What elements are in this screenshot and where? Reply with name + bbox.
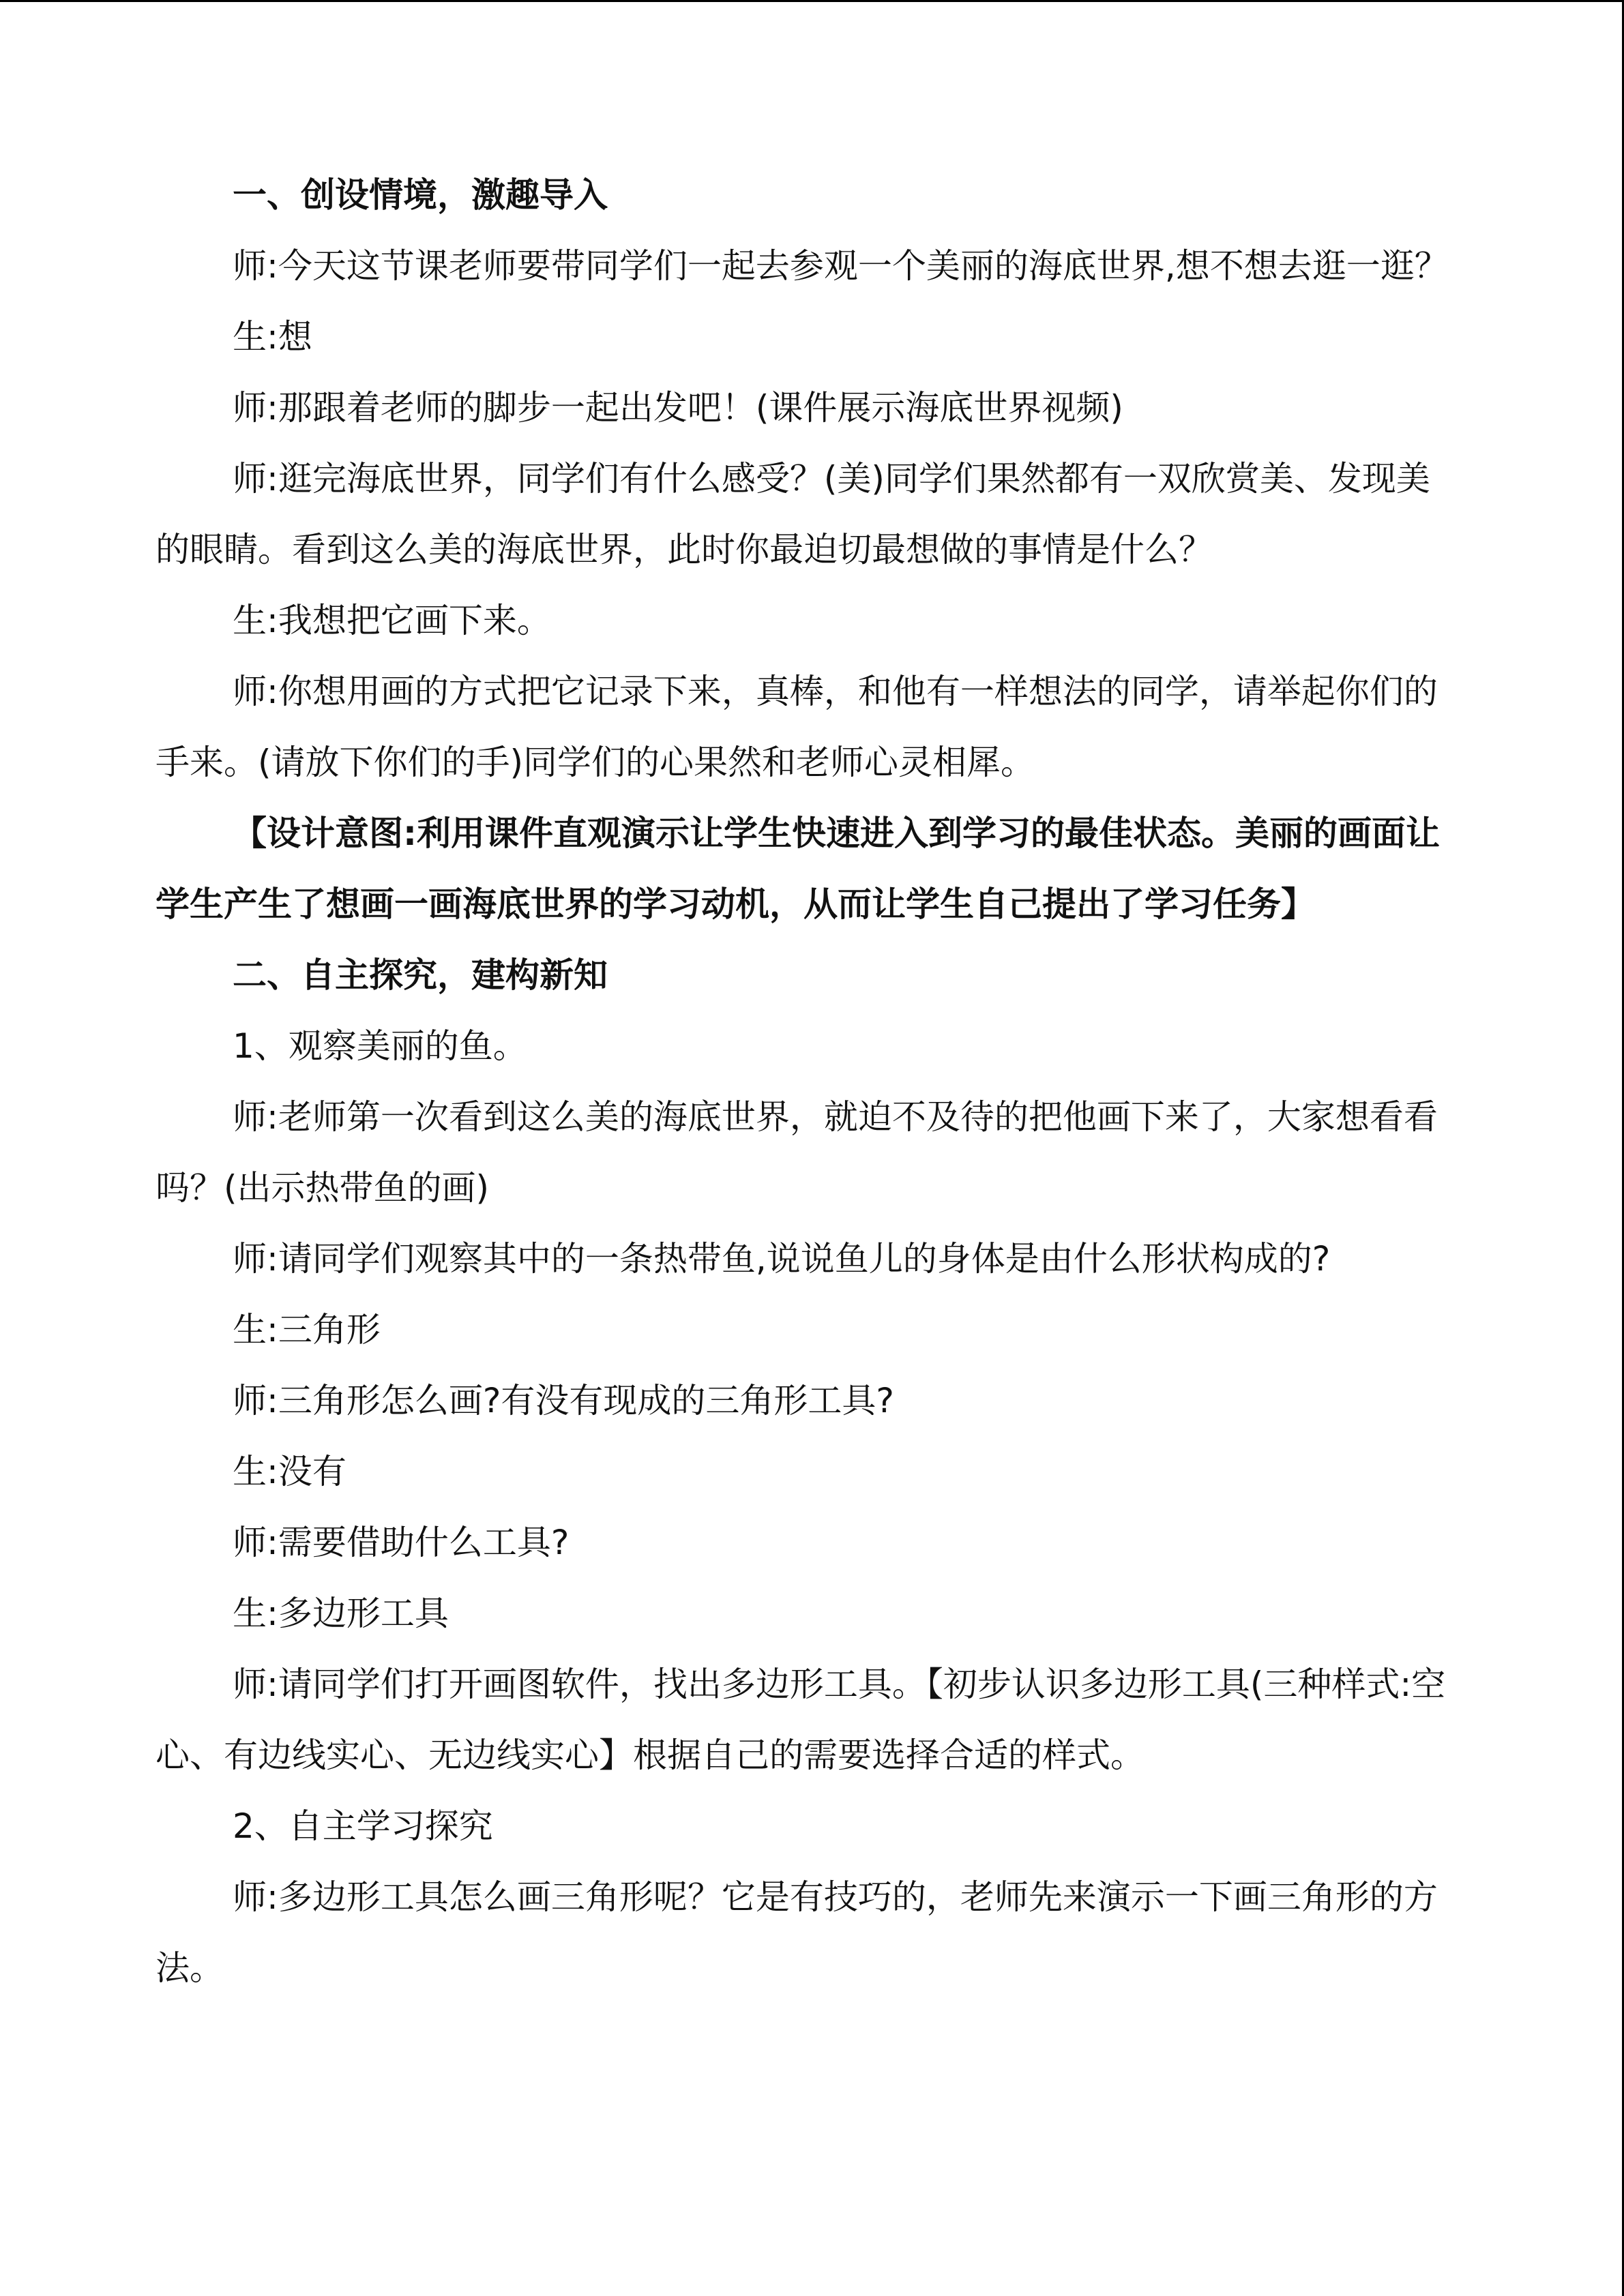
paragraph: 师:需要借助什么工具?	[233, 1523, 570, 1562]
page-border-top	[0, 0, 1624, 2]
paragraph: 师:老师第一次看到这么美的海底世界，就迫不及待的把他画下来了，大家想看看吗？(出示热带鱼的画)	[156, 1097, 1438, 1208]
paragraph: 师:请同学们打开画图软件，找出多边形工具。【初步认识多边形工具(三种样式:空心、有边线实心、无边线实心】根据自己的需要选择合适的样式。	[156, 1665, 1446, 1775]
paragraph: 师:那跟着老师的脚步一起出发吧！(课件展示海底世界视频)	[233, 388, 1123, 428]
paragraph: 师:请同学们观察其中的一条热带鱼,说说鱼儿的身体是由什么形状构成的?	[233, 1239, 1331, 1279]
section-heading-1: 一、创设情境，激趣导入	[233, 175, 608, 215]
paragraph: 师:你想用画的方式把它记录下来，真棒，和他有一样想法的同学，请举起你们的手来。(请放下你们的手)同学们的心果然和老师心灵相犀。	[156, 672, 1438, 782]
paragraph: 师:多边形工具怎么画三角形呢？它是有技巧的，老师先来演示一下画三角形的方法。	[156, 1877, 1438, 1988]
document-body	[156, 160, 1451, 2003]
paragraph: 生:多边形工具	[233, 1594, 449, 1633]
paragraph: 生:想	[233, 317, 312, 357]
paragraph: 师:今天这节课老师要带同学们一起去参观一个美丽的海底世界,想不想去逛一逛？	[233, 246, 1449, 286]
design-intent-note: 【设计意图:利用课件直观演示让学生快速进入到学习的最佳状态。美丽的画面让学生产生了想画一画海底世界的学习动机，从而让学生自己提出了学习任务】	[156, 814, 1440, 924]
paragraph: 生:三角形	[233, 1310, 381, 1350]
paragraph: 师:逛完海底世界，同学们有什么感受？(美)同学们果然都有一双欣赏美、发现美的眼睛。看到这么美的海底世界，此时你最迫切最想做的事情是什么？	[156, 459, 1430, 569]
paragraph: 生:我想把它画下来。	[233, 601, 551, 640]
paragraph: 生:没有	[233, 1452, 346, 1491]
paragraph: 师:三角形怎么画?有没有现成的三角形工具?	[233, 1381, 894, 1420]
paragraph: 1、观察美丽的鱼。	[233, 1026, 527, 1066]
paragraph: 2、自主学习探究	[233, 1806, 493, 1846]
section-heading-2: 二、自主探究，建构新知	[233, 955, 608, 995]
